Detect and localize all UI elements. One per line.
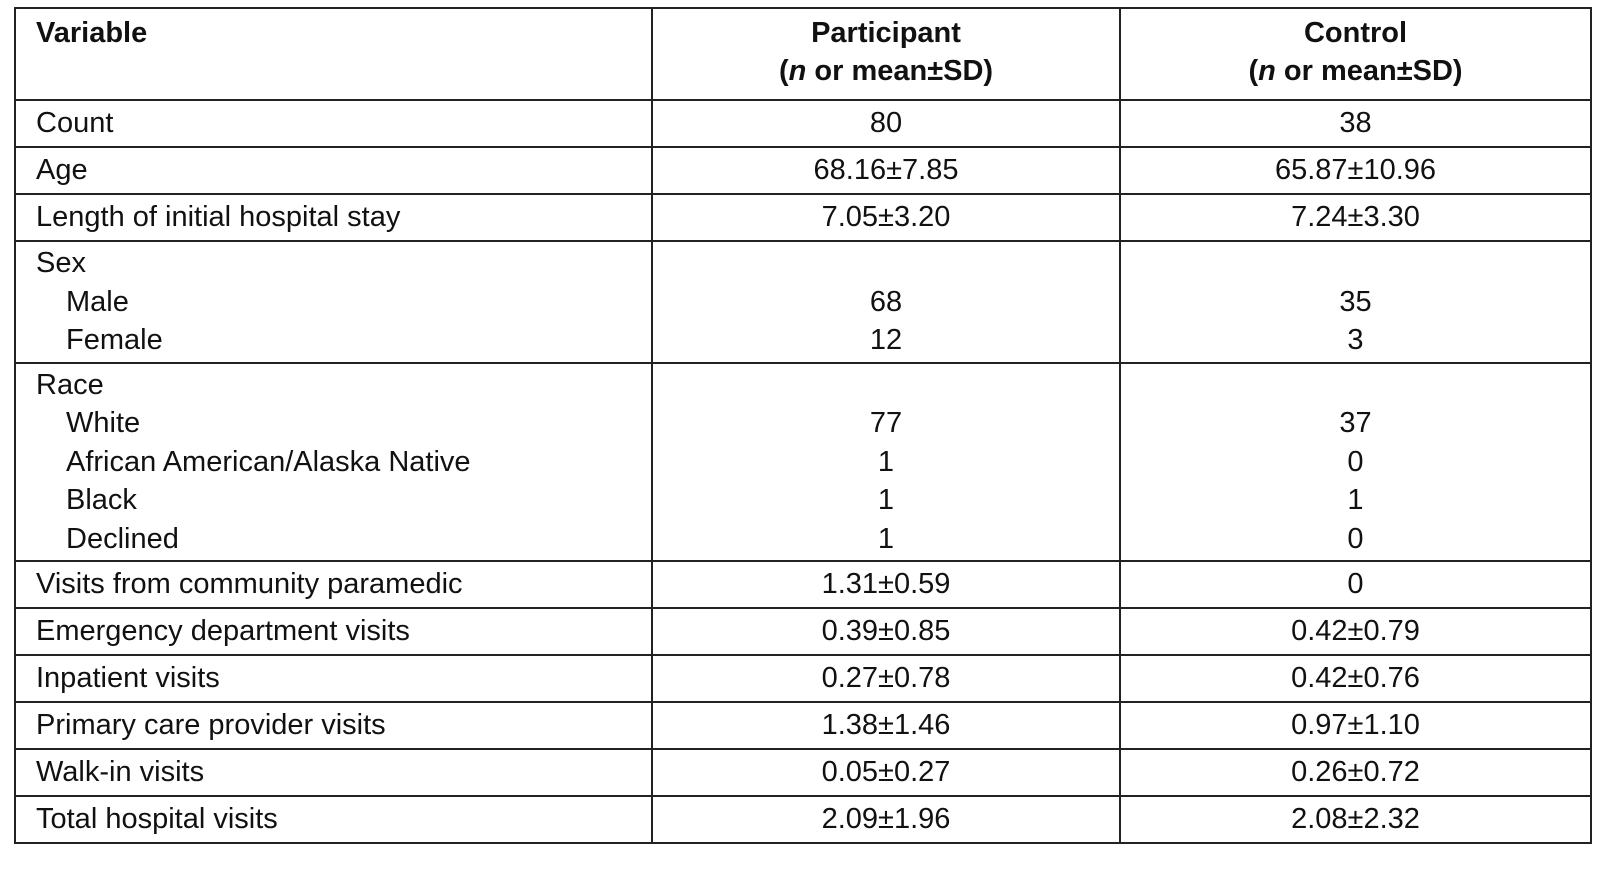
control-value: 0 <box>1347 445 1364 478</box>
row-label-group <box>15 363 652 562</box>
participant-value: 12 <box>869 324 903 356</box>
header-participant-n: n <box>788 55 807 87</box>
table-row-race <box>15 363 1591 562</box>
control-value: 0.97±1.10 <box>1120 702 1591 749</box>
control-value: 0 <box>1120 561 1591 608</box>
table-row <box>15 608 1591 655</box>
table-row <box>15 702 1591 749</box>
control-value: 2.08±2.32 <box>1120 796 1591 843</box>
header-control <box>1120 8 1591 100</box>
participant-value: 0.39±0.85 <box>652 608 1120 655</box>
control-value: 65.87±10.96 <box>1120 147 1591 194</box>
control-value: 7.24±3.30 <box>1120 194 1591 241</box>
control-value: 3 <box>1347 324 1364 356</box>
table-row <box>15 194 1591 241</box>
sub-label: Declined <box>66 522 179 555</box>
participant-value: 80 <box>652 100 1120 147</box>
row-label: Emergency department visits <box>15 608 652 655</box>
row-label: Age <box>15 147 652 194</box>
participant-value: 7.05±3.20 <box>652 194 1120 241</box>
header-participant-title: Participant <box>811 17 961 49</box>
participant-value: 1.38±1.46 <box>652 702 1120 749</box>
header-row <box>15 8 1591 100</box>
table-row <box>15 147 1591 194</box>
header-participant-rest: or mean±SD) <box>806 55 994 87</box>
table-row-sex <box>15 241 1591 363</box>
header-control-title: Control <box>1303 17 1408 49</box>
participant-value-group <box>652 241 1120 363</box>
row-label: Walk-in visits <box>15 749 652 796</box>
participant-value: 1 <box>877 445 895 478</box>
participant-value: 68 <box>869 285 903 318</box>
row-label: Length of initial hospital stay <box>15 194 652 241</box>
table-row <box>15 655 1591 702</box>
control-value: 38 <box>1120 100 1591 147</box>
participant-value: 1.31±0.59 <box>652 561 1120 608</box>
control-value: 0.42±0.76 <box>1120 655 1591 702</box>
group-label: Race <box>36 368 104 401</box>
control-value-group <box>1120 363 1591 562</box>
sub-label: Black <box>66 484 137 516</box>
row-label-group <box>15 241 652 363</box>
table-row <box>15 100 1591 147</box>
control-value: 0 <box>1347 522 1364 555</box>
group-label: Sex <box>36 247 86 279</box>
sub-label: Female <box>66 324 163 356</box>
sub-label: Male <box>66 285 129 318</box>
control-value: 37 <box>1339 407 1372 439</box>
header-control-rest: or mean±SD) <box>1275 55 1463 87</box>
data-table <box>14 7 1592 844</box>
control-value: 1 <box>1347 484 1364 516</box>
participant-value: 77 <box>869 407 903 439</box>
control-value: 35 <box>1339 285 1372 318</box>
participant-value: 2.09±1.96 <box>652 796 1120 843</box>
participant-value: 1 <box>877 484 895 516</box>
row-label: Total hospital visits <box>15 796 652 843</box>
table-row <box>15 561 1591 608</box>
participant-value-group <box>652 363 1120 562</box>
participant-value: 68.16±7.85 <box>652 147 1120 194</box>
participant-value: 0.27±0.78 <box>652 655 1120 702</box>
control-value-group <box>1120 241 1591 363</box>
header-control-unit: (n or mean±SD) <box>1248 55 1463 87</box>
header-variable: Variable <box>15 8 652 100</box>
row-label: Visits from community paramedic <box>15 561 652 608</box>
row-label: Count <box>15 100 652 147</box>
header-participant-unit: (n or mean±SD) <box>778 55 994 87</box>
participant-value: 0.05±0.27 <box>652 749 1120 796</box>
participant-value: 1 <box>877 522 895 555</box>
table-row <box>15 796 1591 843</box>
sub-label: African American/Alaska Native <box>66 445 471 478</box>
control-value: 0.26±0.72 <box>1120 749 1591 796</box>
header-participant <box>652 8 1120 100</box>
table-row <box>15 749 1591 796</box>
header-control-n: n <box>1258 55 1276 87</box>
control-value: 0.42±0.79 <box>1120 608 1591 655</box>
row-label: Inpatient visits <box>15 655 652 702</box>
sub-label: White <box>66 407 141 439</box>
row-label: Primary care provider visits <box>15 702 652 749</box>
